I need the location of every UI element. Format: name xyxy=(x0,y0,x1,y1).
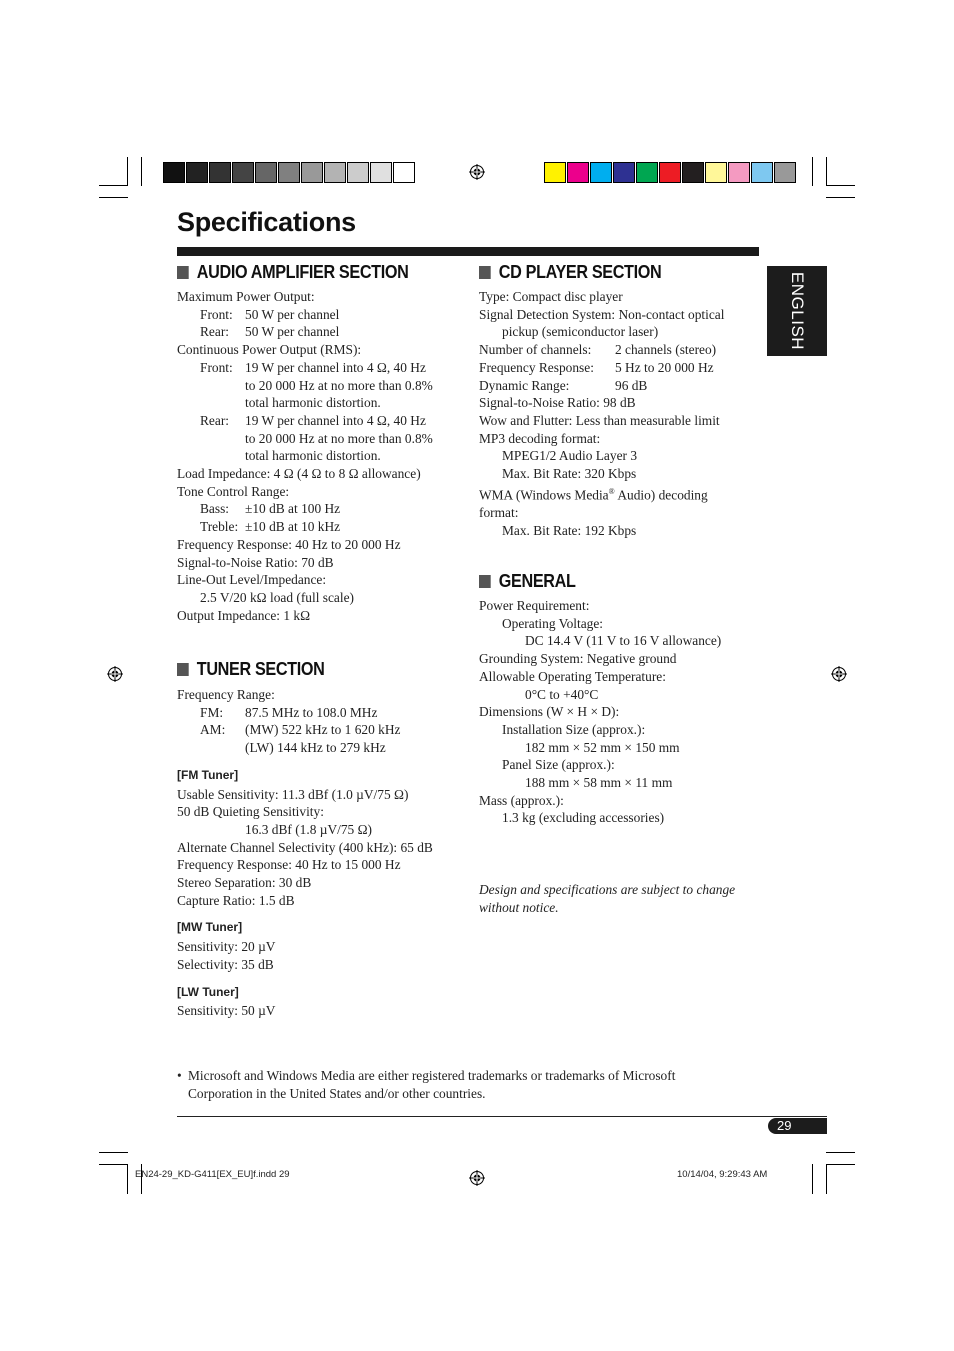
color-swatch xyxy=(636,162,658,183)
spec-key: Treble: xyxy=(200,519,239,535)
specifications-notice xyxy=(479,881,764,916)
page-number-box xyxy=(768,1118,827,1134)
page-title: Specifications xyxy=(177,207,356,237)
spec-line: Selectivity: 35 dB xyxy=(177,956,274,972)
crop-mark xyxy=(826,1152,855,1153)
spec-line: Max. Bit Rate: 320 Kbps xyxy=(502,466,637,482)
spec-line: Alternate Channel Selectivity (400 kHz): 65 dB xyxy=(177,839,433,855)
spec-text: Audio) decoding xyxy=(614,487,708,503)
tuner-heading-text: TUNER SECTION xyxy=(196,659,325,679)
spec-line: 182 mm × 52 mm × 150 mm xyxy=(525,739,680,755)
spec-line: 188 mm × 58 mm × 11 mm xyxy=(525,775,673,791)
spec-key: Rear: xyxy=(200,412,229,428)
fm-tuner-subheading: [FM Tuner] xyxy=(177,767,239,782)
spec-line: Continuous Power Output (RMS): xyxy=(177,342,362,358)
crop-mark xyxy=(812,157,813,186)
spec-line: Load Impedance: 4 Ω (4 Ω to 8 Ω allowance) xyxy=(177,466,421,482)
spec-line xyxy=(479,341,764,359)
print-slug-filename: EN24-29_KD-G411[EX_EU]f.indd 29 xyxy=(135,1169,290,1180)
crop-mark xyxy=(99,185,128,186)
cd-player-heading-text: CD PLAYER SECTION xyxy=(498,262,662,282)
spec-line: Frequency Response: 40 Hz to 20 000 Hz xyxy=(177,536,401,552)
spec-line: Grounding System: Negative ground xyxy=(479,651,677,667)
spec-line: Installation Size (approx.): xyxy=(502,721,646,737)
color-swatch xyxy=(774,162,796,183)
spec-line: 1.3 kg (excluding accessories) xyxy=(502,810,665,826)
color-swatch xyxy=(659,162,681,183)
color-swatch xyxy=(232,162,254,183)
color-swatch xyxy=(613,162,635,183)
crop-mark xyxy=(812,1164,813,1194)
trademark-note xyxy=(177,1067,777,1102)
spec-value: 5 Hz to 20 000 Hz xyxy=(615,359,714,375)
audio-amplifier-heading-text: AUDIO AMPLIFIER SECTION xyxy=(196,262,409,282)
grayscale-color-bar xyxy=(163,162,416,183)
spec-line xyxy=(177,704,462,722)
color-swatch xyxy=(209,162,231,183)
crop-mark xyxy=(141,157,142,186)
spec-line xyxy=(177,306,462,324)
spec-line: total harmonic distortion. xyxy=(245,395,381,411)
spec-line: Maximum Power Output: xyxy=(177,289,315,304)
color-swatch xyxy=(544,162,566,183)
crop-mark xyxy=(99,197,128,198)
spec-line: Capture Ratio: 1.5 dB xyxy=(177,892,295,908)
spec-line xyxy=(177,518,462,536)
spec-line: 0°C to +40°C xyxy=(525,686,599,702)
square-bullet-icon xyxy=(479,266,491,279)
crop-mark xyxy=(826,185,855,186)
crop-mark xyxy=(99,1164,128,1165)
color-swatch xyxy=(163,162,185,183)
spec-key: Front: xyxy=(200,306,233,322)
color-swatch xyxy=(370,162,392,183)
crop-mark xyxy=(826,197,855,198)
spec-key: Number of channels: xyxy=(479,342,592,358)
color-swatch xyxy=(590,162,612,183)
tuner-heading xyxy=(177,659,324,680)
spec-line: Wow and Flutter: Less than measurable limit xyxy=(479,412,720,428)
general-heading xyxy=(479,571,575,592)
spec-line xyxy=(177,412,462,430)
color-swatch xyxy=(682,162,704,183)
spec-line: DC 14.4 V (11 V to 16 V allowance) xyxy=(525,633,722,649)
spec-line: Max. Bit Rate: 192 Kbps xyxy=(502,522,637,538)
spec-key: Rear: xyxy=(200,324,229,340)
spec-line: Stereo Separation: 30 dB xyxy=(177,875,312,891)
color-swatch xyxy=(186,162,208,183)
spec-line: pickup (semiconductor laser) xyxy=(502,324,659,340)
square-bullet-icon xyxy=(177,266,189,279)
spec-line xyxy=(177,359,462,377)
spec-line: total harmonic distortion. xyxy=(245,448,381,464)
spec-value: ±10 dB at 10 kHz xyxy=(245,519,341,535)
spec-line xyxy=(177,721,462,739)
spec-line: Tone Control Range: xyxy=(177,483,290,499)
registration-mark-icon xyxy=(831,666,847,682)
general-heading-text: GENERAL xyxy=(498,571,576,591)
process-color-bar xyxy=(544,162,797,183)
spec-key: AM: xyxy=(200,722,226,738)
color-swatch xyxy=(255,162,277,183)
color-swatch xyxy=(728,162,750,183)
spec-line: Signal-to-Noise Ratio: 98 dB xyxy=(479,395,636,411)
bullet: • xyxy=(177,1068,182,1083)
spec-line: Dimensions (W × H × D): xyxy=(479,704,620,720)
notice-line: Design and specifications are subject to change xyxy=(479,882,736,897)
registered-mark: ® xyxy=(608,486,615,496)
crop-mark xyxy=(826,1164,827,1194)
notice-line: without notice. xyxy=(479,899,559,915)
color-swatch xyxy=(278,162,300,183)
spec-line: 2.5 V/20 kΩ load (full scale) xyxy=(200,589,354,605)
spec-value: 96 dB xyxy=(615,377,648,393)
spec-value: 19 W per channel into 4 Ω, 40 Hz xyxy=(245,412,426,428)
square-bullet-icon xyxy=(177,663,189,676)
spec-line: Line-Out Level/Impedance: xyxy=(177,572,327,588)
spec-value: 19 W per channel into 4 Ω, 40 Hz xyxy=(245,359,426,375)
color-swatch xyxy=(347,162,369,183)
spec-line: 50 dB Quieting Sensitivity: xyxy=(177,804,324,820)
spec-line: 16.3 dBf (1.8 µV/75 Ω) xyxy=(245,821,373,837)
spec-line: MP3 decoding format: xyxy=(479,430,601,446)
spec-line: Mass (approx.): xyxy=(479,792,564,808)
spec-line: Sensitivity: 50 µV xyxy=(177,1003,276,1019)
color-swatch xyxy=(705,162,727,183)
lw-tuner-subheading: [LW Tuner] xyxy=(177,984,239,999)
spec-text: WMA (Windows Media xyxy=(479,487,609,503)
spec-value: 87.5 MHz to 108.0 MHz xyxy=(245,704,378,720)
trademark-line: Corporation in the United States and/or other countries. xyxy=(188,1085,486,1101)
spec-line: Allowable Operating Temperature: xyxy=(479,668,666,684)
crop-mark xyxy=(826,1164,855,1165)
spec-value: 50 W per channel xyxy=(245,324,340,340)
spec-line xyxy=(479,377,764,395)
color-swatch xyxy=(751,162,773,183)
registration-mark-icon xyxy=(107,666,123,682)
spec-line xyxy=(479,359,764,377)
spec-line: to 20 000 Hz at no more than 0.8% xyxy=(245,377,433,393)
color-swatch xyxy=(324,162,346,183)
spec-line: Signal-to-Noise Ratio: 70 dB xyxy=(177,554,334,570)
general-specs xyxy=(479,597,764,827)
trademark-line xyxy=(177,1067,777,1085)
spec-line: Sensitivity: 20 µV xyxy=(177,939,276,955)
spec-line: Frequency Response: 40 Hz to 15 000 Hz xyxy=(177,857,401,873)
spec-line: (LW) 144 kHz to 279 kHz xyxy=(245,740,386,756)
spec-line: Operating Voltage: xyxy=(502,615,604,631)
spec-key: FM: xyxy=(200,704,224,720)
spec-key: Bass: xyxy=(200,501,230,517)
crop-mark xyxy=(99,1152,128,1153)
spec-line: Panel Size (approx.): xyxy=(502,757,615,773)
cd-player-heading xyxy=(479,262,661,283)
language-tab-label: ENGLISH xyxy=(788,271,807,351)
spec-line: MPEG1/2 Audio Layer 3 xyxy=(502,448,638,464)
spec-value: 50 W per channel xyxy=(245,306,340,322)
audio-amplifier-heading xyxy=(177,262,408,283)
language-tab xyxy=(767,266,827,356)
spec-key: Frequency Response: xyxy=(479,359,594,375)
spec-line xyxy=(479,483,764,504)
cd-player-specs xyxy=(479,288,764,539)
spec-line: Usable Sensitivity: 11.3 dBf (1.0 µV/75 Ω) xyxy=(177,786,409,802)
spec-value: (MW) 522 kHz to 1 620 kHz xyxy=(245,722,401,738)
spec-line xyxy=(177,323,462,341)
trademark-text: Microsoft and Windows Media are either registered trademarks or trademarks of Microsoft xyxy=(188,1068,676,1083)
spec-line: to 20 000 Hz at no more than 0.8% xyxy=(245,430,433,446)
footer-rule xyxy=(177,1116,827,1117)
spec-key: Front: xyxy=(200,359,233,375)
page-number: 29 xyxy=(777,1118,792,1133)
audio-amplifier-specs xyxy=(177,288,462,624)
spec-line: Signal Detection System: Non-contact optical xyxy=(479,306,725,322)
tuner-specs xyxy=(177,686,462,1020)
spec-line: Output Impedance: 1 kΩ xyxy=(177,607,311,623)
color-swatch xyxy=(301,162,323,183)
spec-line: Power Requirement: xyxy=(479,598,590,613)
crop-mark xyxy=(127,157,128,186)
spec-value: ±10 dB at 100 Hz xyxy=(245,501,341,517)
crop-mark xyxy=(826,157,827,186)
spec-line: Frequency Range: xyxy=(177,687,275,702)
crop-mark xyxy=(127,1164,128,1194)
registration-mark-icon xyxy=(469,164,485,180)
spec-line: Type: Compact disc player xyxy=(479,289,623,304)
color-swatch xyxy=(567,162,589,183)
registration-mark-icon xyxy=(469,1170,485,1186)
color-swatch xyxy=(393,162,415,183)
spec-line: format: xyxy=(479,504,519,520)
title-rule xyxy=(177,247,759,256)
spec-key: Dynamic Range: xyxy=(479,377,570,393)
mw-tuner-subheading: [MW Tuner] xyxy=(177,920,243,935)
spec-line xyxy=(177,500,462,518)
spec-value: 2 channels (stereo) xyxy=(615,342,717,358)
square-bullet-icon xyxy=(479,575,491,588)
print-slug-timestamp: 10/14/04, 9:29:43 AM xyxy=(677,1169,768,1180)
